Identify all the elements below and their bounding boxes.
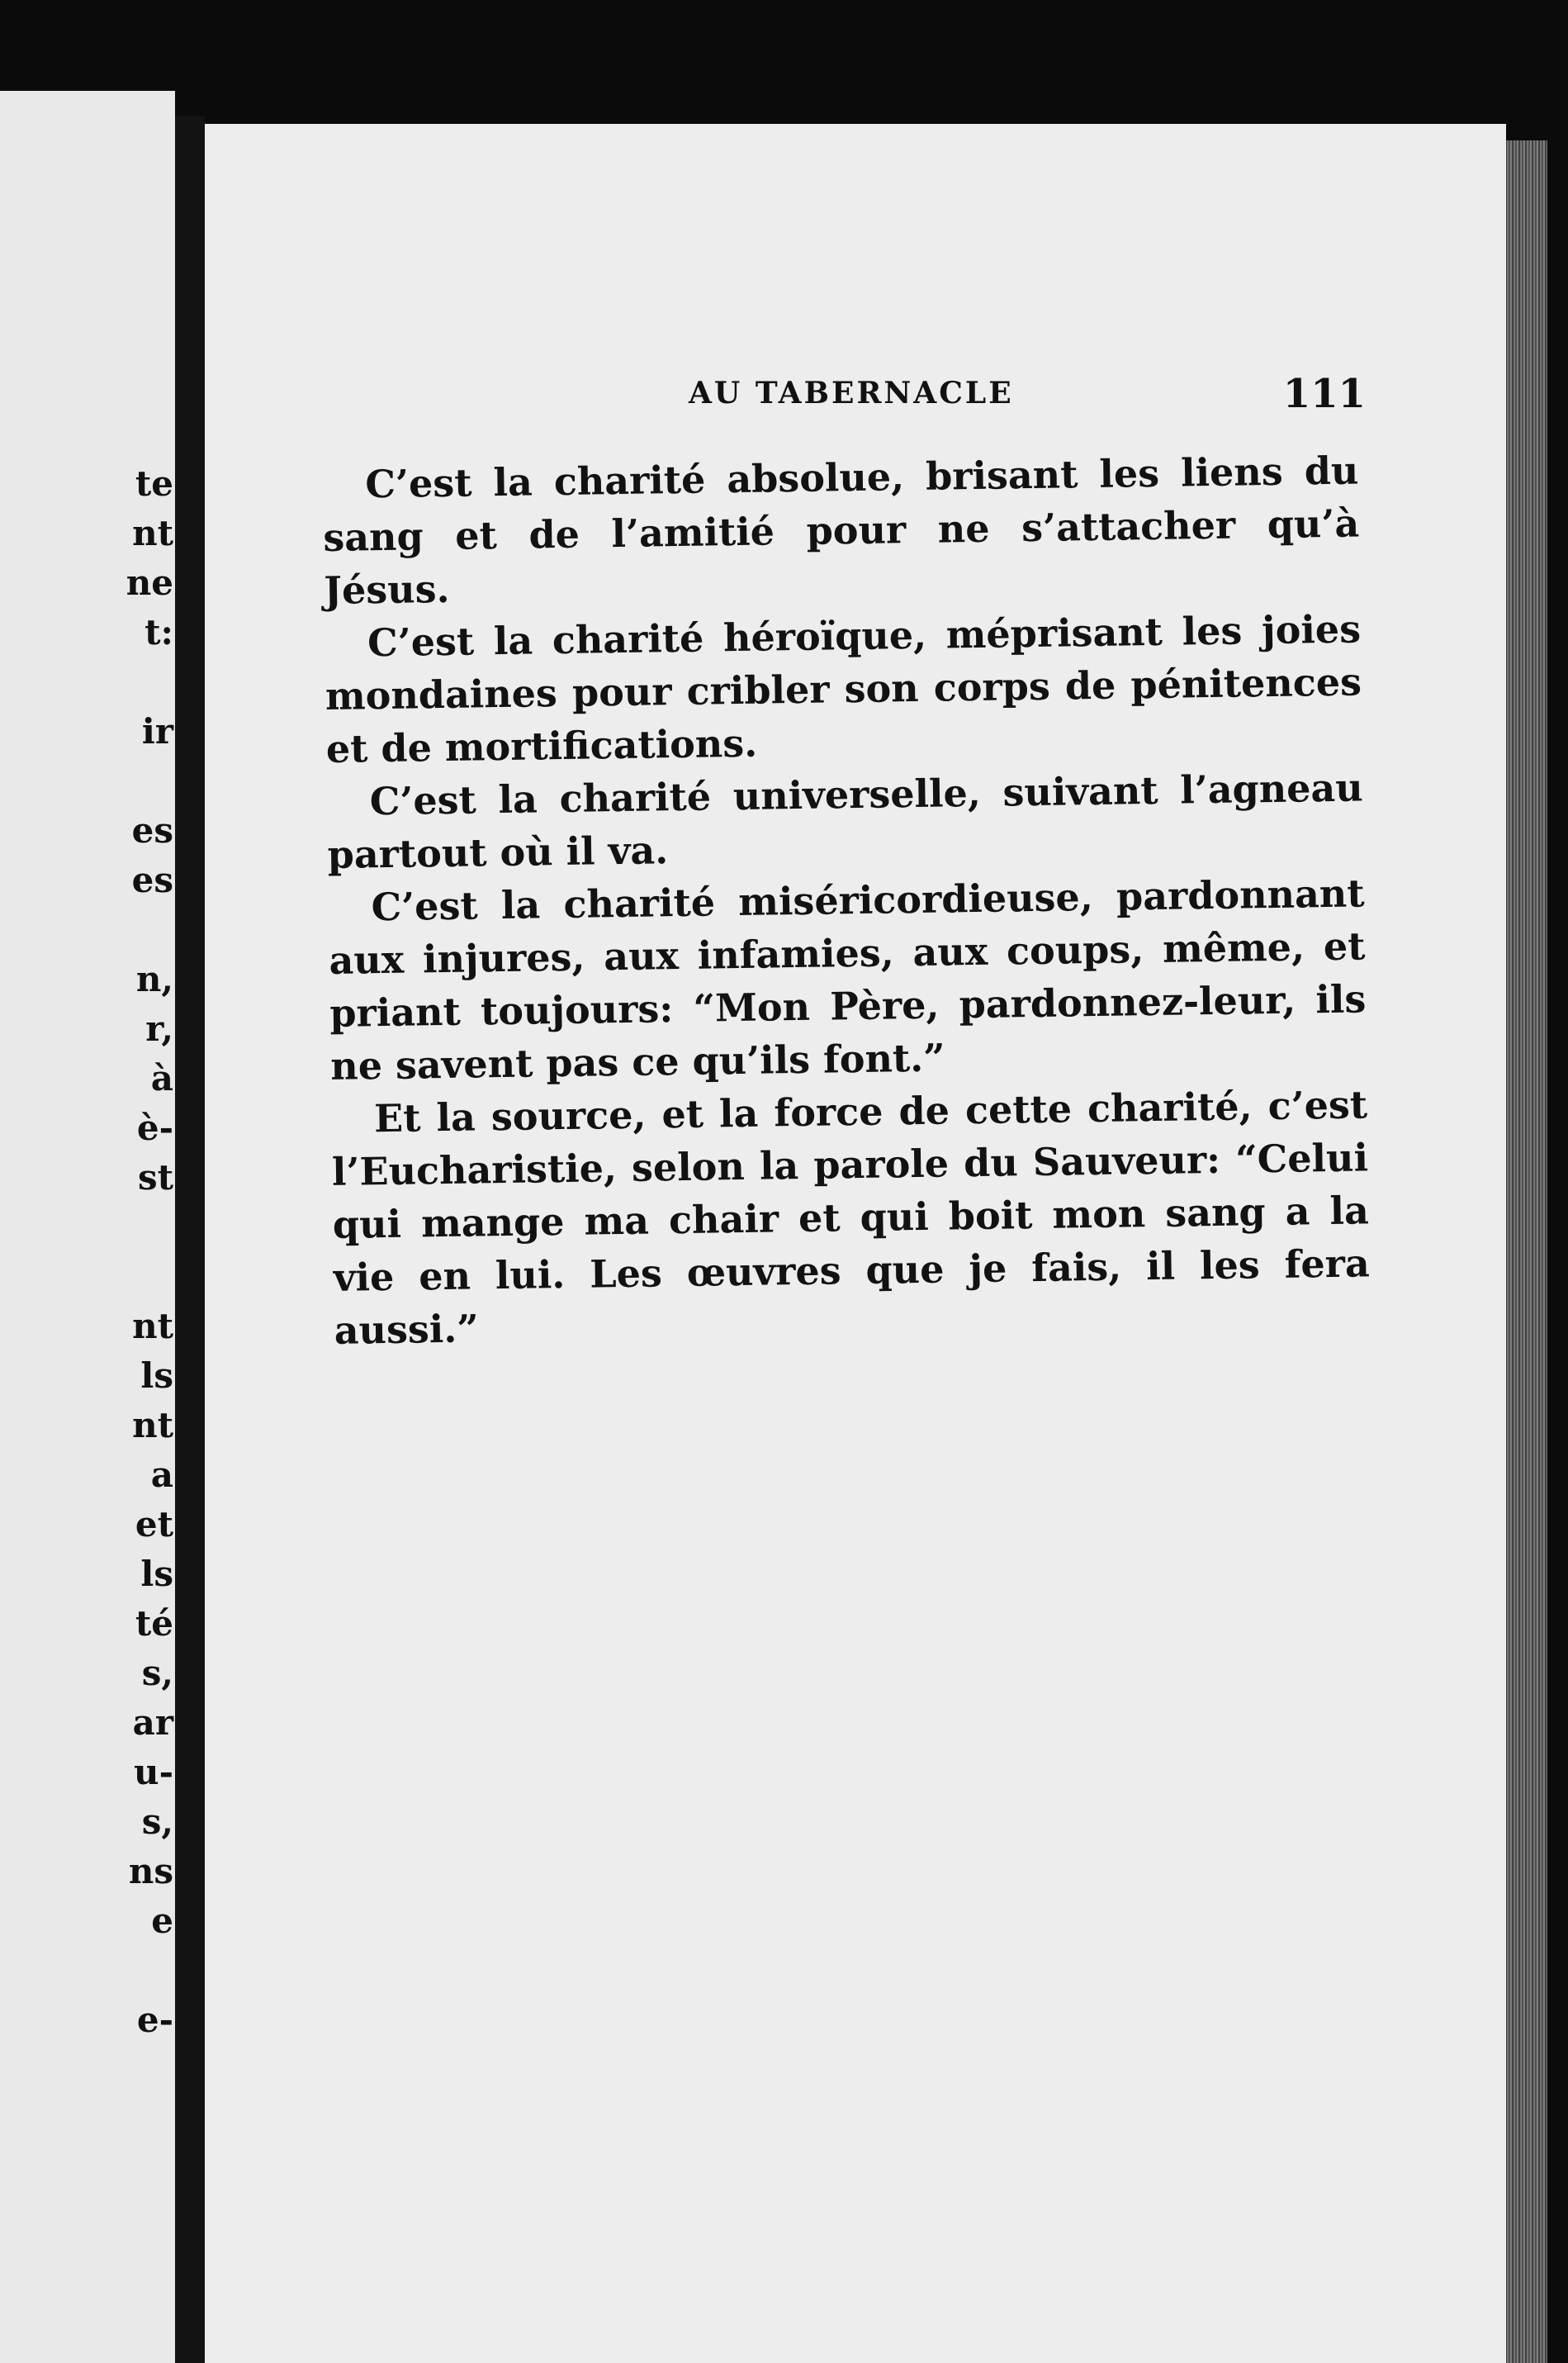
left-fragment: ir [141,714,173,749]
left-fragment: r, [145,1012,173,1046]
paragraph: C’est la charité héroïque, méprisant les joies mondaines pour cribler son corps de pénitences et de mortifications. [324,606,1362,771]
left-fragment: ls [140,1557,173,1592]
paragraph: C’est la charité absolue, brisant les liens du sang et de l’amitié pour ne s’attacher qu’à Jésus. [322,448,1360,613]
left-fragment: es [131,863,173,898]
left-fragment: e- [136,2003,173,2038]
left-fragment: è- [136,1111,173,1146]
left-fragment: ns [128,1854,173,1889]
book-gutter [175,116,205,2363]
left-fragment: nt [132,516,173,551]
left-fragment: es [131,814,173,848]
left-fragment: à [150,1061,173,1096]
left-fragment: te [135,467,173,501]
previous-page-edge [0,91,175,2363]
left-fragment: s, [141,1656,173,1691]
body-text [322,444,1371,1356]
left-fragment: s, [141,1805,173,1839]
paragraph: Et la source, et la force de cette charité, c’est l’Eucharistie, selon la parole du Sauveur: “Celui qui mange ma chair et qui boit mon sang a la vie en lui. Les œuvres que je fais, il les fera aussi.” [331,1082,1371,1353]
left-fragment: nt [132,1408,173,1443]
left-fragment: u- [134,1755,173,1790]
left-fragment: ls [140,1359,173,1393]
left-fragment: e [151,1904,173,1938]
running-head [205,371,1506,425]
left-fragment: et [135,1507,173,1542]
left-fragment: ne [126,566,173,600]
left-fragment: nt [132,1309,173,1344]
paragraph: C’est la charité miséricordieuse, pardonnant aux injures, aux infamies, aux coups, même, et priant toujours: “Mon Père, pardonnez-leur, ils ne savent pas ce qu’ils font.” [329,871,1367,1089]
left-fragment: té [135,1606,173,1641]
running-head-title: AU TABERNACLE [689,376,1014,410]
left-fragment: t: [144,615,173,650]
page-number: 111 [1282,371,1366,417]
left-fragment: ar [132,1706,173,1740]
paragraph: C’est la charité universelle, suivant l’agneau partout où il va. [327,765,1364,877]
left-fragment: a [150,1458,173,1492]
left-fragment: n, [135,962,173,997]
page-stack-edge [1506,140,1547,2363]
left-fragment: st [137,1160,173,1195]
